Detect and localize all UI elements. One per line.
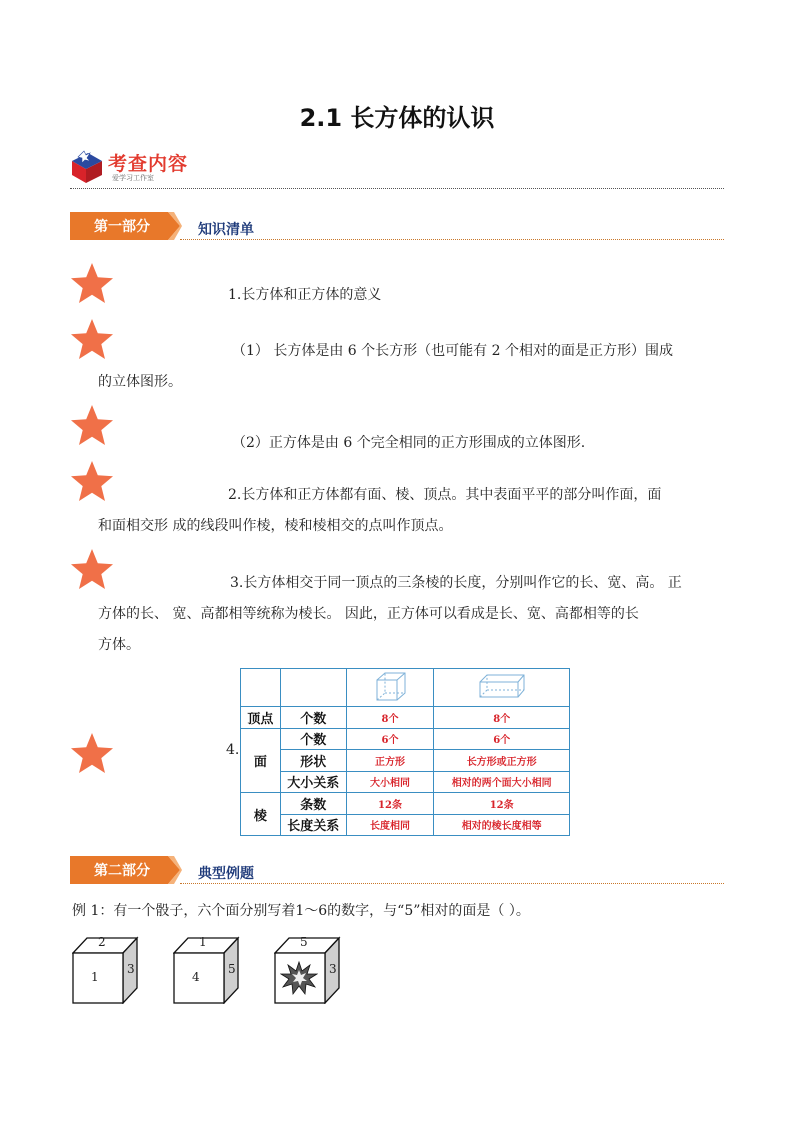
text-line: 3.长方体相交于同一顶点的三条棱的长度，分别叫作它的长、宽、高。 正 [230, 575, 682, 591]
table-value-cell: 大小相同 [346, 771, 434, 793]
table-row [241, 814, 570, 836]
star-icon [70, 262, 114, 304]
table-value-cell: 长度相同 [346, 814, 434, 836]
table-value-cell: 长方形或正方形 [434, 750, 570, 772]
properties-table [240, 668, 570, 836]
section-tab [70, 212, 182, 240]
divider [70, 188, 724, 189]
table-value-cell: 相对的两个面大小相同 [434, 771, 570, 793]
knowledge-item-6-label: 4. [226, 742, 240, 758]
die-3 [274, 936, 346, 1004]
die-top-number: 1 [199, 935, 207, 949]
die-top-number: 5 [300, 935, 308, 949]
table-attr-cell: 形状 [280, 750, 346, 772]
table-header-row [241, 669, 570, 707]
table-cell [241, 669, 281, 707]
table-group-cell: 棱 [241, 793, 281, 836]
section-rule [180, 883, 724, 884]
table-attr-cell: 长度关系 [280, 814, 346, 836]
example-1-question: 例 1：有一个骰子，六个面分别写着1～6的数字，与“5”相对的面是（ ）。 [72, 903, 530, 919]
table-value-cell: 相对的棱长度相等 [434, 814, 570, 836]
knowledge-item-1: 1.长方体和正方体的意义 [228, 287, 382, 303]
die-side-number: 3 [329, 962, 337, 976]
text-line: （1） 长方体是由 6 个长方形（也可能有 2 个相对的面是正方形）围成 [232, 343, 673, 359]
table-value-cell: 12条 [346, 793, 434, 815]
star-icon [70, 732, 114, 774]
table-value-cell: 正方形 [346, 750, 434, 772]
table-value-cell: 8个 [434, 707, 570, 729]
table-attr-cell: 条数 [280, 793, 346, 815]
cube-icon [373, 671, 407, 701]
section-rule [180, 239, 724, 240]
table-cell [346, 669, 434, 707]
section-heading: 典型例题 [198, 866, 254, 882]
die-2 [173, 936, 245, 1004]
section-tab-label: 第一部分 [94, 219, 150, 235]
book-logo-icon [70, 149, 104, 183]
table-value-cell: 8个 [346, 707, 434, 729]
hidden-face-burst-icon [280, 960, 318, 996]
table-value-cell: 12条 [434, 793, 570, 815]
table-value-cell: 6个 [434, 728, 570, 750]
table-cell [280, 669, 346, 707]
die-1 [72, 936, 144, 1004]
knowledge-item-3: （2）正方体是由 6 个完全相同的正方形围成的立体图形. [232, 435, 586, 451]
section-knowledge-list [70, 212, 724, 242]
table-value-cell: 6个 [346, 728, 434, 750]
text-line: 方体。 [98, 637, 140, 653]
page-title: 2.1 长方体的认识 [299, 104, 495, 132]
table-row [241, 750, 570, 772]
table-attr-cell: 个数 [280, 707, 346, 729]
text-line: 和面相交形 成的线段叫作棱，棱和棱相交的点叫作顶点。 [98, 518, 453, 534]
knowledge-item-2 [98, 336, 724, 398]
section-typical-examples [70, 856, 724, 886]
section-heading: 知识清单 [198, 222, 254, 238]
die-side-number: 5 [228, 962, 236, 976]
table-cell [434, 669, 570, 707]
table-attr-cell: 大小关系 [280, 771, 346, 793]
knowledge-item-5 [98, 568, 724, 661]
table-row [241, 793, 570, 815]
table-row [241, 771, 570, 793]
text-line: 方体的长、 宽、高都相等统称为棱长。 因此，正方体可以看成是长、宽、高都相等的长 [98, 606, 639, 622]
text-line: 的立体图形。 [98, 374, 182, 390]
cuboid-icon [477, 673, 527, 699]
table-row [241, 707, 570, 729]
section-tab-label: 第二部分 [94, 863, 150, 879]
table-row [241, 728, 570, 750]
brand-name: 考查内容 [108, 153, 189, 175]
table-group-cell: 面 [241, 728, 281, 793]
section-tab [70, 856, 182, 884]
die-side-number: 3 [127, 962, 135, 976]
brand-subtitle: 爱学习工作室 [112, 174, 154, 182]
star-icon [70, 404, 114, 446]
die-front-number: 4 [192, 970, 200, 984]
table-attr-cell: 个数 [280, 728, 346, 750]
table-group-cell: 顶点 [241, 707, 281, 729]
knowledge-item-4 [98, 480, 724, 542]
text-line: 2.长方体和正方体都有面、棱、顶点。其中表面平平的部分叫作面，面 [228, 487, 662, 503]
die-top-number: 2 [98, 935, 106, 949]
die-front-number: 1 [91, 970, 99, 984]
